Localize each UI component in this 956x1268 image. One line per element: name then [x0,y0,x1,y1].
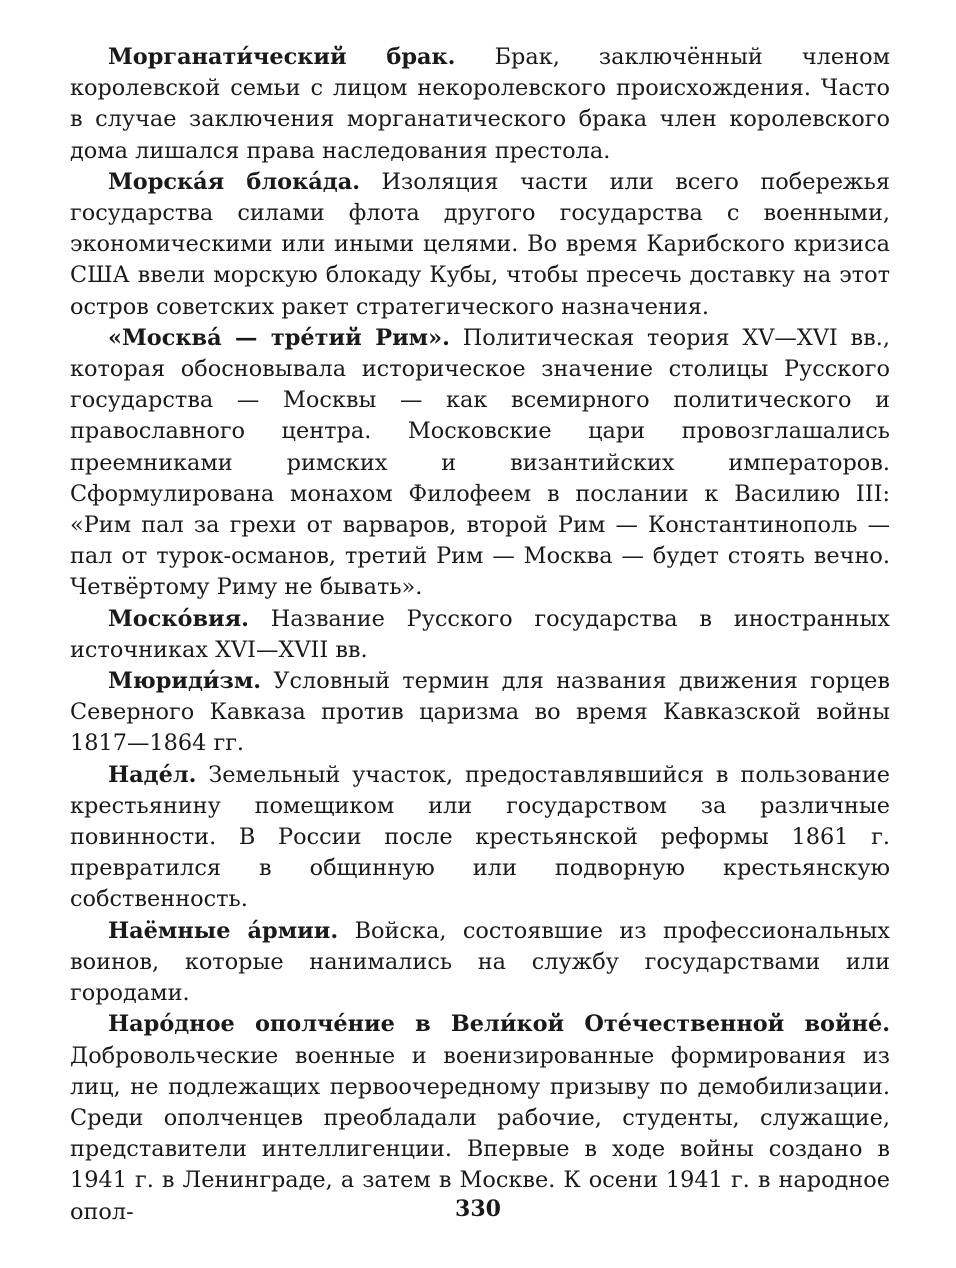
entry-moscow-third-rome [70,323,890,604]
entry-definition: Войска, состоявшие из профессиональных воинов, которые нанимались на службу государствами или городами. [70,917,891,1007]
entry-definition: Условный термин для названия движения горцев Северного Кавказа против царизма во время Кавказской войны 1817—1864 гг. [70,668,890,757]
entry-definition: Политическая теория XV—XVI вв., которая обосновывала историческое значение столицы Русского государства — Москвы — как всемирного политического и православного центра. Московские цари провозглашались преемниками римских и византийских императоров. Сформулирована монахом Филофеем в послании к Василию III: «Рим пал за грехи от варваров, второй Рим — Константинополь — пал от турок-османов, третий Рим — Москва — будет стоять вечно. Четвёртому Риму не бывать». [70,324,891,601]
entry-mercenary-armies [70,916,890,1010]
entry-term: Морска́я блока́да. [108,168,360,195]
entry-definition: Название Русского государства в иностранных источниках XVI—XVII вв. [70,605,890,663]
entry-term: Наде́л. [108,761,197,788]
entry-term: Наёмные а́рмии. [108,917,339,944]
entry-term: «Москва́ — тре́тий Рим». [108,324,450,351]
entry-morganatic-marriage [70,42,890,167]
entry-muscovy [70,604,890,666]
entry-definition: Добровольческие военные и военизированные формирования из лиц, не подлежащих первоочередному призыву по демобилизации. Среди ополченцев преобладали рабочие, студенты, служащие, представители интеллигенции. Впервые в ходе войны создано в 1941 г. в Ленинграде, а затем в Москве. К осени 1941 г. в народное опол- [70,1042,890,1225]
entry-definition: Земельный участок, предоставлявшийся в пользование крестьянину помещиком или государством за различные повинности. В России после крестьянской реформы 1861 г. превратился в общинную или подворную крестьянскую собственность. [70,761,890,913]
glossary-page [70,42,890,1228]
entry-term: Моско́вия. [108,605,249,632]
page-number: 330 [455,1196,501,1222]
entry-term: Морганати́ческий брак. [108,44,456,70]
entry-definition: Брак, заключённый членом королевской семьи с лицом некоролевского происхождения. Часто в случае заключения морганатического брака член королевского дома лишался права наследования престола. [70,44,890,164]
entry-muridism [70,666,890,760]
entry-term: Наро́дное ополче́ние в Вели́кой Оте́чественной войне́. [108,1011,890,1038]
entry-peoples-militia [70,1009,890,1227]
entry-naval-blockade [70,167,890,323]
entry-term: Мюриди́зм. [108,668,262,695]
entry-allotment [70,760,890,916]
entry-definition: Изоляция части или всего побережья государства силами флота другого государства с военными, экономическими или иными целями. Во время Карибского кризиса США ввели морскую блокаду Кубы, чтобы пресечь доставку на этот остров советских ракет стратегического назначения. [70,168,890,320]
